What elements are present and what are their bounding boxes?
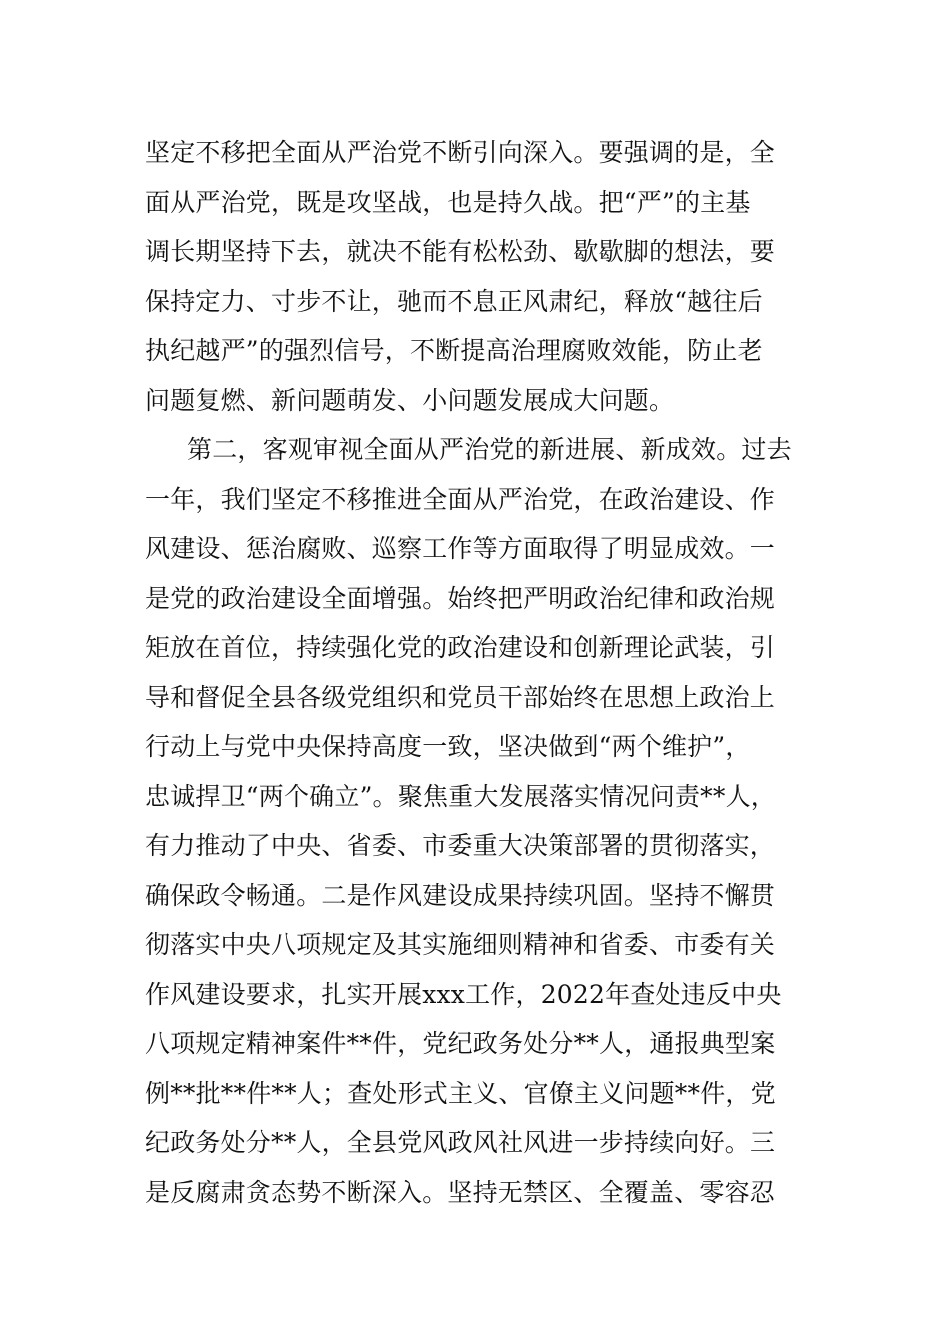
text-line: 保持定力、寸步不让，驰而不息正风肃纪，释放“越往后 <box>145 286 763 316</box>
text-line: 是反腐肃贪态势不断深入。坚持无禁区、全覆盖、零容忍 <box>145 1177 776 1207</box>
text-line: 风建设、惩治腐败、巡察工作等方面取得了明显成效。一 <box>145 534 776 563</box>
paragraph-start-line: 第二，客观审视全面从严治党的新进展、新成效。过去 <box>187 435 792 464</box>
text-line: 矩放在首位，持续强化党的政治建设和创新理论武装，引 <box>145 633 776 662</box>
text-line: 问题复燃、新问题萌发、小问题发展成大问题。 <box>145 385 675 415</box>
text-line: 行动上与党中央保持高度一致，坚决做到“两个维护”， <box>145 732 751 761</box>
text-line: 一年，我们坚定不移推进全面从严治党，在政治建设、作 <box>145 484 776 514</box>
text-line: 坚定不移把全面从严治党不断引向深入。要强调的是，全 <box>145 138 776 167</box>
text-line: 忠诚捍卫“两个确立”。聚焦重大发展落实情况问责**人， <box>145 781 776 811</box>
text-line: 执纪越严”的强烈信号，不断提高治理腐败效能，防止老 <box>145 336 763 365</box>
document-body <box>145 128 845 1217</box>
text-line: 是党的政治建设全面增强。始终把严明政治纪律和政治规 <box>145 583 776 613</box>
text-line: 八项规定精神案件**件，党纪政务处分**人，通报典型案 <box>145 1029 776 1058</box>
text-line: 导和督促全县各级党组织和党员干部始终在思想上政治上 <box>145 682 776 712</box>
text-line: 纪政务处分**人，全县党风政风社风进一步持续向好。三 <box>145 1128 776 1157</box>
text-line: 面从严治党，既是攻坚战，也是持久战。把“严”的主基 <box>145 187 751 217</box>
text-line: 调长期坚持下去，就决不能有松松劲、歇歇脚的想法，要 <box>145 237 776 266</box>
text-line: 彻落实中央八项规定及其实施细则精神和省委、市委有关 <box>145 930 776 959</box>
text-line: 有力推动了中央、省委、市委重大决策部署的贯彻落实， <box>145 831 776 860</box>
text-line: 作风建设要求，扎实开展xxx工作，2022年查处违反中央 <box>145 979 782 1009</box>
text-line: 确保政令畅通。二是作风建设成果持续巩固。坚持不懈贯 <box>145 880 776 910</box>
text-line: 例**批**件**人；查处形式主义、官僚主义问题**件，党 <box>145 1078 776 1108</box>
